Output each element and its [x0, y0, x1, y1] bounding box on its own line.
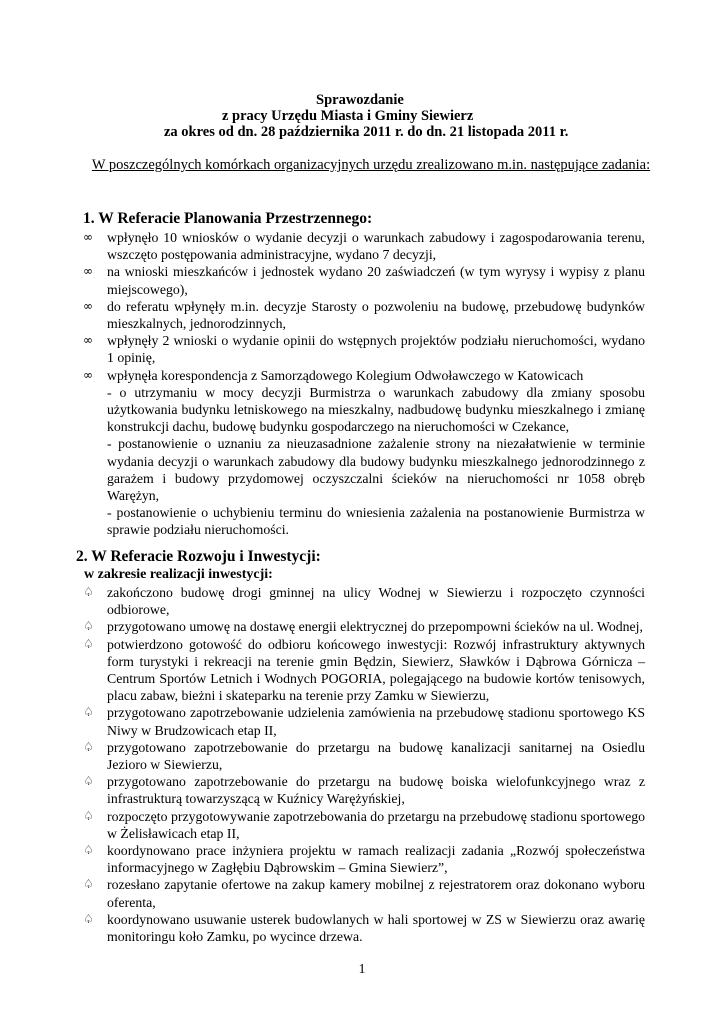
- list-item-text: koordynowano usuwanie usterek budowlanych w hali sportowej w ZS w Siewierzu oraz awarię monitoringu koło Zamku, po wycince drzewa.: [107, 911, 645, 945]
- list-item-text: przygotowano zapotrzebowanie do przetargu na budowę kanalizacji sanitarnej na Osiedlu Jezioro w Siewierzu,: [107, 739, 645, 773]
- list-item: [83, 263, 645, 297]
- list-item-text: rozesłano zapytanie ofertowe na zakup kamery mobilnej z rejestratorem oraz dokonano wyboru oferenta,: [107, 877, 645, 910]
- section-2-heading: 2. W Referacie Rozwoju i Inwestycji:: [76, 548, 321, 565]
- infinity-bullet-icon: ∞: [83, 264, 93, 279]
- spade-bullet-icon: ♤: [83, 585, 94, 599]
- spade-bullet-icon: ♤: [83, 739, 94, 754]
- list-item: [83, 704, 645, 738]
- list-item-text: przygotowano zapotrzebowanie udzielenia zamówienia na przebudowę stadionu sportowego KS Niwy w Brudzowicach etap II,: [107, 705, 645, 738]
- list-item: [83, 298, 645, 332]
- spade-bullet-icon: ♤: [83, 619, 94, 634]
- spade-bullet-icon: ♤: [83, 774, 94, 789]
- list-item: [83, 367, 645, 539]
- list-item-text: potwierdzono gotowość do odbioru końcowego inwestycji: Rozwój infrastruktury aktywnych form turystyki i rekreacji na terenie gmin Będzin, Siewierz, Sławków i Dąbrowa Górnicza – Centrum Sportów Letnich i Wodnych POGORIA, polegającego na budowie kortów tenisowych, placu zabaw, bieżni i skateparku na terenie przy Zamku w Siewierzu,: [107, 636, 645, 704]
- section-2-list: [83, 584, 645, 945]
- list-item: [83, 773, 645, 807]
- list-item-text: rozpoczęto przygotowywanie zapotrzebowania do przetargu na przebudowę stadionu sportowego w Żelisławicach etap II,: [107, 808, 645, 841]
- report-subtitle: z pracy Urzędu Miasta i Gminy Siewierz: [222, 108, 474, 124]
- section-2-subheading: w zakresie realizacji inwestycji:: [84, 567, 273, 582]
- infinity-bullet-icon: ∞: [83, 367, 93, 382]
- list-item-text: na wnioski mieszkańców i jednostek wydano 20 zaświadczeń (w tym wyrysy i wypisy z planu miejscowego),: [107, 264, 645, 297]
- list-item: [83, 808, 645, 842]
- intro-paragraph: W poszczególnych komórkach organizacyjnych urzędu zrealizowano m.in. następujące zadania:: [91, 157, 651, 173]
- infinity-bullet-icon: ∞: [83, 333, 93, 348]
- list-item-text: koordynowano prace inżyniera projektu w ramach realizacji zadania „Rozwój społeczeństwa informacyjnego w Zagłębiu Dąbrowskim – Gmina Siewierz”,: [107, 843, 645, 876]
- list-item-text: wpłynęła korespondencja z Samorządowego Kolegium Odwoławczego w Katowicach: [107, 367, 584, 383]
- list-item: [83, 618, 645, 635]
- spade-bullet-icon: ♤: [83, 843, 94, 858]
- list-item-text: przygotowano umowę na dostawę energii elektrycznej do przepompowni ścieków na ul. Wodnej,: [107, 619, 643, 635]
- section-1-heading: 1. W Referacie Planowania Przestrzennego:: [83, 210, 373, 227]
- sko-decision-1: - o utrzymaniu w mocy decyzji Burmistrza o warunkach zabudowy dla zmiany sposobu użytkowania budynku letniskowego na mieszkalny, nadbudowę budynku mieszkalnego i zmianę konstrukcji dachu, budowę budynku gospodarczego na nieruchomości w Czekance,: [107, 384, 645, 435]
- list-item-text: przygotowano zapotrzebowanie do przetargu na budowę boiska wielofunkcyjnego wraz z infrastrukturą towarzyszącą w Kuźnicy Warężyńskiej,: [107, 774, 645, 807]
- list-item-text: wpłynęło 10 wniosków o wydanie decyzji o warunkach zabudowy i zagospodarowania terenu, wszczęto postępowania administracyjne, wydano 7 decyzji,: [107, 230, 645, 263]
- section-1-list: [83, 229, 645, 539]
- list-item: [83, 842, 645, 876]
- list-item-text: zakończono budowę drogi gminnej na ulicy Wodnej w Siewierzu i rozpoczęto czynności odbiorowe,: [107, 585, 645, 618]
- spade-bullet-icon: ♤: [83, 636, 94, 651]
- sko-decision-3: - postanowienie o uchybieniu terminu do wniesienia zażalenia na postanowienie Burmistrza w sprawie podziału nieruchomości.: [107, 505, 645, 538]
- list-item: [83, 876, 645, 910]
- spade-bullet-icon: ♤: [83, 877, 94, 892]
- spade-bullet-icon: ♤: [83, 705, 94, 720]
- list-item-text: wpłynęły 2 wnioski o wydanie opinii do wstępnych projektów podziału nieruchomości, wydano 1 opinię,: [107, 333, 645, 366]
- page-number: 1: [358, 962, 366, 977]
- infinity-bullet-icon: ∞: [83, 230, 93, 244]
- infinity-bullet-icon: ∞: [83, 298, 93, 313]
- spade-bullet-icon: ♤: [83, 808, 94, 823]
- report-title: Sprawozdanie: [316, 92, 404, 108]
- report-period: za okres od dn. 28 października 2011 r. do dn. 21 listopada 2011 r.: [164, 124, 569, 140]
- list-item: [83, 739, 645, 773]
- list-item: [83, 229, 645, 263]
- sko-decision-2: - postanowienie o uznaniu za nieuzasadnione zażalenie strony na niezałatwienie w terminie wydania decyzji o warunkach zabudowy dla budowy budynku mieszkalnego jednorodzinnego z garażem i budowy przydomowej oczyszczalni ścieków na nieruchomości nr 1058 obręb Warężyn,: [107, 436, 645, 504]
- list-item: [83, 584, 645, 618]
- list-item: [83, 911, 645, 945]
- spade-bullet-icon: ♤: [83, 911, 94, 926]
- list-item-text: do referatu wpłynęły m.in. decyzje Starosty o pozwoleniu na budowę, przebudowę budynków mieszkalnych, jednorodzinnych,: [107, 298, 645, 332]
- list-item: [83, 636, 645, 705]
- list-item: [83, 332, 645, 366]
